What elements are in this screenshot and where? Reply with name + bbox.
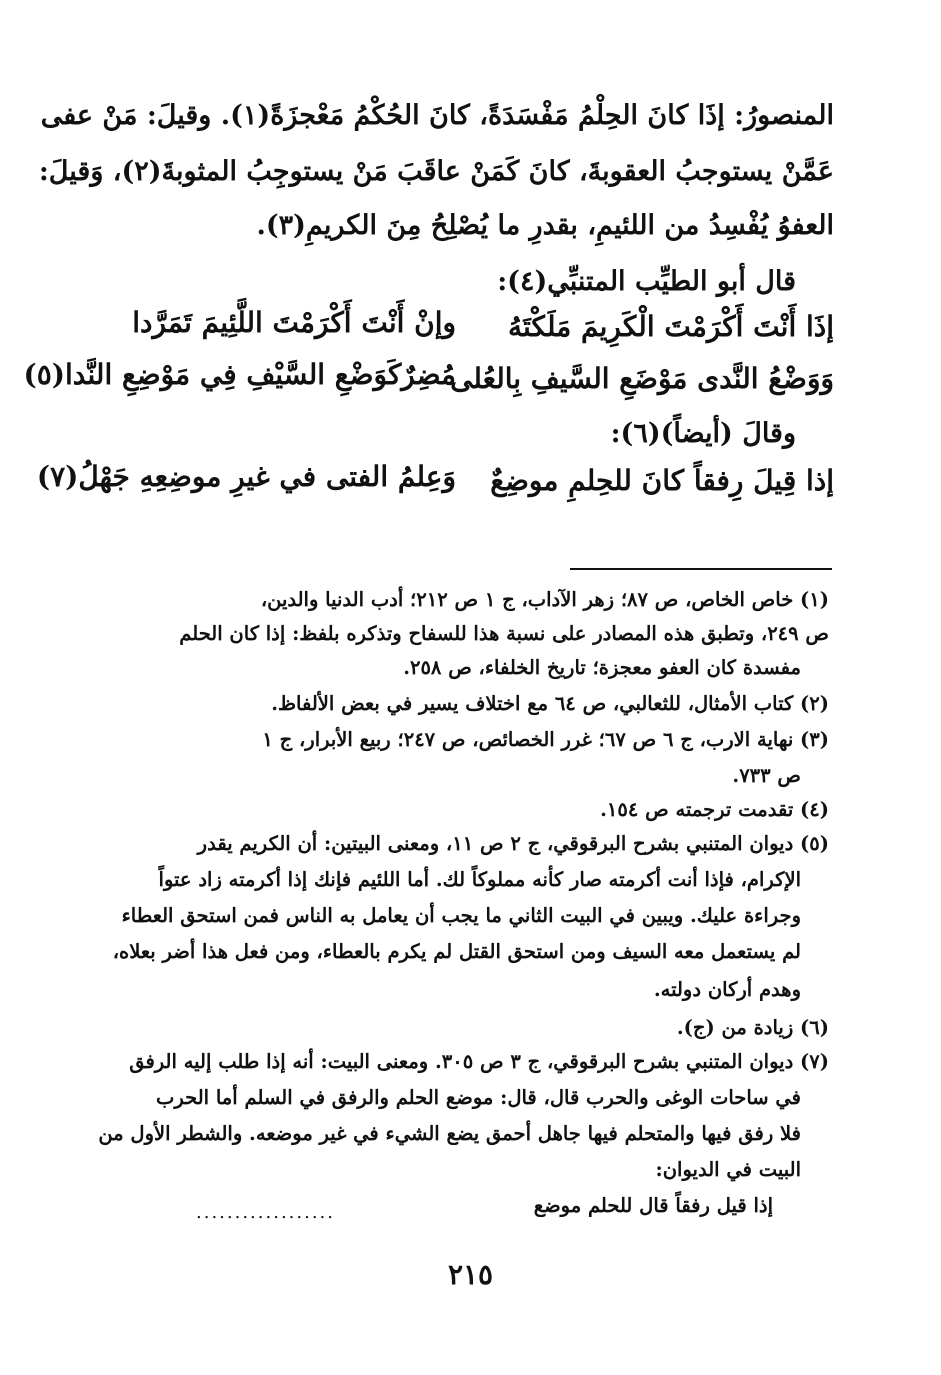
body-line-2: عَمَّنْ يستوجبُ العقوبةَ، كانَ كَمَنْ عاقَبَ مَنْ يستوجِبُ المثوبةَ(٢)، وَقيلَ: bbox=[38, 156, 834, 187]
footnote-7-line-1: (٧) ديوان المتنبي بشرح البرقوقي، ج ٣ ص ٣٠٥. ومعنى البيت: أنه إذا طلب إليه الرفق bbox=[129, 1050, 829, 1073]
body-line-1: المنصورُ: إذَا كانَ الحِلْمُ مَفْسَدَةً، كانَ الحُكْمُ مَعْجزَةً(١). وقيلَ: مَنْ عفى bbox=[40, 100, 834, 131]
footnote-3-line-2: ص ٧٣٣. bbox=[732, 764, 801, 787]
poem-intro-2: وقالَ (أيضاً)(٦): bbox=[610, 418, 796, 449]
footnote-5-line-1: (٥) ديوان المتنبي بشرح البرقوقي، ج ٢ ص ١١، ومعنى البيتين: أن الكريم يقدر bbox=[197, 832, 829, 855]
footnote-7-line-3: فلا رفق فيها والمتحلم فيها جاهل أحمق يضع الشيء في غير موضعه. والشطر الأول من bbox=[98, 1122, 801, 1145]
footnote-5-line-3: وجراءة عليك. ويبين في البيت الثاني ما يجب أن يعامل به الناس فمن استحق العطاء bbox=[121, 904, 801, 927]
body-line-3: العفوُ يُفْسِدُ من اللئيمِ، بقدرِ ما يُصْلِحُ مِنَ الكريمِ(٣). bbox=[256, 210, 834, 241]
footnote-7-line-2: في ساحات الوغى والحرب قال، قال: موضع الحلم والرفق في السلم أما الحرب bbox=[156, 1086, 801, 1109]
footnote-6: (٦) زيادة من (ج). bbox=[676, 1016, 829, 1039]
footnote-5-line-4: لم يستعمل معه السيف ومن استحق القتل لم يكرم بالعطاء، ومن فعل هذا أضر بعلاه، bbox=[112, 940, 801, 963]
verse-2-first-hemistich: وَوَضْعُ النَّدى مَوْضَعِ السَّيفِ بِالعُلى bbox=[450, 362, 834, 395]
verse-2-second-hemistich: مُضِرٌكَوَضْعِ السَّيْفِ فِي مَوْضِعِ النَّدا(٥) bbox=[23, 358, 456, 391]
page-number: ٢١٥ bbox=[447, 1258, 494, 1291]
footnote-3-line-1: (٣) نهاية الارب، ج ٦ ص ٦٧؛ غرر الخصائص، ص ٢٤٧؛ ربيع الأبرار، ج ١ bbox=[262, 728, 829, 751]
footnote-5-line-2: الإكرام، فإذا أنت أكرمته صار كأنه مملوكاً لك. أما اللئيم فإنك إذا أكرمته زاد عتواً bbox=[158, 868, 801, 891]
footnote-4: (٤) تقدمت ترجمته ص ١٥٤. bbox=[600, 798, 829, 821]
verse-3-first-hemistich: إذا قِيلَ رِفقاً كانَ للحِلمِ موضِعٌ bbox=[490, 464, 834, 497]
verse-3-second-hemistich: وَعِلمُ الفتى في غيرِ موضِعِهِ جَهْلُ(٧) bbox=[36, 460, 456, 493]
footnote-1-line-2: ص ٢٤٩، وتطبق هذه المصادر على نسبة هذا للسفاح وتذكره بلفظ: إذا كان الحلم bbox=[179, 622, 829, 645]
footnote-1-line-1: (١) خاص الخاص، ص ٨٧؛ زهر الآداب، ج ١ ص ٢١٢؛ أدب الدنيا والدين، bbox=[260, 588, 829, 611]
verse-1-first-hemistich: إذَا أَنْتَ أَكْرَمْتَ الْكَرِيمَ مَلَكْتَهُ bbox=[508, 310, 834, 343]
footnote-2: (٢) كتاب الأمثال، للثعالبي، ص ٦٤ مع اختلاف يسير في بعض الألفاظ. bbox=[271, 692, 829, 715]
footnote-7-line-4: البيت في الديوان: bbox=[655, 1158, 801, 1181]
footnote-1-line-3: مفسدة كان العفو معجزة؛ تاريخ الخلفاء، ص ٢٥٨. bbox=[403, 656, 801, 679]
footnote-separator bbox=[570, 568, 832, 570]
footnote-7-ellipsis: .................. bbox=[196, 1202, 335, 1223]
poem-intro-1: قال أبو الطيِّب المتنبِّي(٤): bbox=[497, 266, 796, 297]
footnote-5-line-5: وهدم أركان دولته. bbox=[653, 978, 801, 1001]
footnote-7-quoted-verse: إذا قيل رفقاً قال للحلم موضع bbox=[533, 1194, 773, 1217]
verse-1-second-hemistich: وإنْ أَنْتَ أَكْرَمْتَ اللَّئِيمَ تَمَرَّدا bbox=[132, 306, 456, 339]
